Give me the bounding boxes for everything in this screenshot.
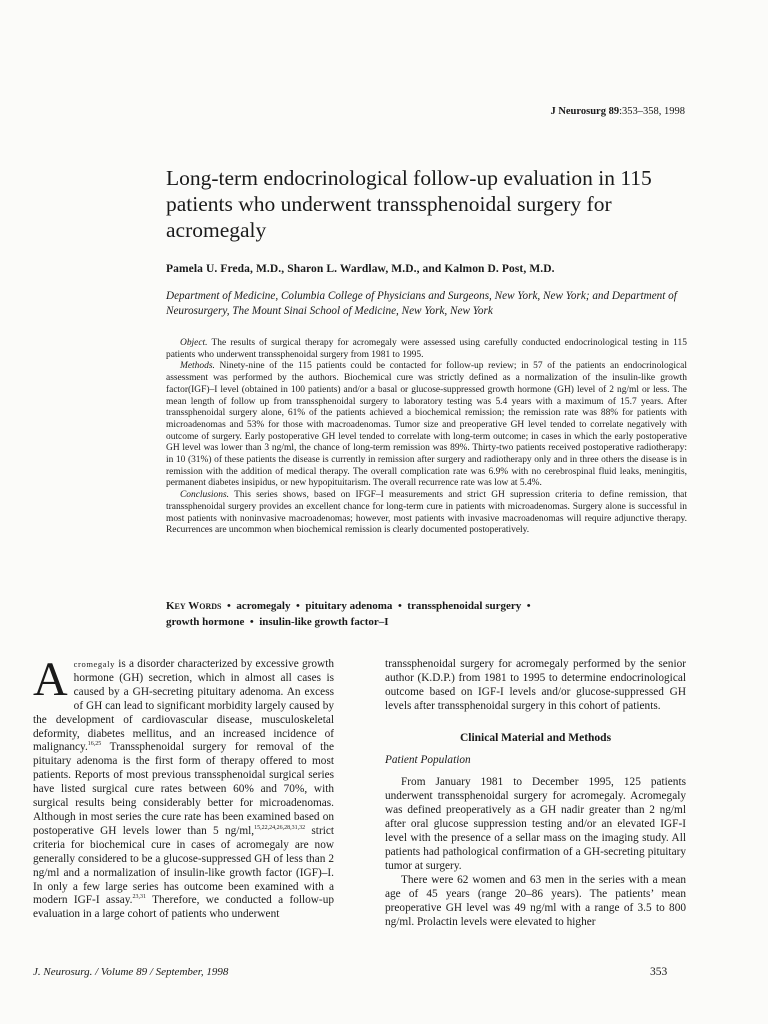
intro-text: strict criteria for biochemical cure in cases of acromegaly are now generally considered to be a glucose-suppressed GH of less than 2 ng/ml and a normalization of insulin-like growth factor (IGF)–I. In only a few large series has outcome been examined with a modern IGF-I assay. <box>33 824 334 907</box>
keyword: growth hormone <box>166 616 245 628</box>
abstract-methods-label: Methods. <box>180 361 215 372</box>
intro-text: Transsphenoidal surgery for removal of the pituitary adenoma is the first form of therapy offered to most patients. Reports of most previous transsphenoidal surgical series have listed surgical cure rates between 60% and 70%, with surgical results being considerably better for microadenomas. Although in most series the cure rate has been examined based on postoperative GH levels lower than 5 ng/ml, <box>33 741 334 837</box>
body-paragraph: From January 1981 to December 1995, 125 patients underwent transsphenoidal surgery for acromegaly. Acromegaly was defined preoperatively as a GH nadir greater than 2 ng/ml after oral glucose suppression testing and/or an elevated IGF-I level with the presence of a sellar mass on the imaging study. All patients had pathological confirmation of a GH-secreting pituitary tumor at surgery. <box>385 776 686 872</box>
abstract-conclusions-label: Conclusions. <box>180 490 230 501</box>
keywords: Key Words • acromegaly • pituitary adenoma • transsphenoidal surgery • growth hormone • insulin-like growth factor–I <box>166 600 531 628</box>
abstract <box>166 338 687 537</box>
abstract-methods-text: Ninety-nine of the 115 patients could be contacted for follow-up review; in 57 of the patients an endocrinological assessment was performed by the authors. Biochemical cure was strictly defined as a normalization of the insulin-like growth factor(IGF)–I level (obtained in 100 patients) and/or a basal or glucose-suppressed growth hormone (GH) level of 2 ng/ml or less. The mean length of follow up from transsphenoidal surgery to laboratory testing was 5.4 years with a maximum of 15.7 years. After transsphenoidal surgery alone, 61% of the patients achieved a biochemical remission; the remission rate was 88% for patients with microadenomas and 53% for those with macroadenomas. Tumor size and preoperative GH level tended to correlate negatively with outcome of surgery. Early postoperative GH level tended to correlate with long-term outcome; in cases in which the early postoperative GH level was lower than 3 ng/ml, the chance of long-term remission was 89%. Thirty-two patients received postoperative radiotherapy: in 10 (31%) of these patients the disease is currently in remission after surgery and radiotherapy only and in three others the disease is in remission with the addition of medical therapy. The overall complication rate was 6.9% with no cerebrospinal fluid leaks, meningitis, permanent diabetes insipidus, or new hypopituitarism. The overall recurrence rate was low at 5.4%. <box>166 361 687 489</box>
keyword: pituitary adenoma <box>305 600 393 612</box>
citation-ref: 23,31 <box>132 894 146 901</box>
keywords-label: Key Words <box>166 600 222 612</box>
keyword: transsphenoidal surgery <box>407 600 522 612</box>
article-title: Long-term endocrinological follow-up evaluation in 115 patients who underwent transsphenoidal surgery for acromegaly <box>166 166 652 242</box>
abstract-methods <box>166 361 687 490</box>
journal-volume: 89 <box>608 106 620 117</box>
intro-text: is a disorder characterized by excessive growth hormone (GH) secretion, which in almost all cases is caused by a GH-secreting pituitary adenoma. An excess of GH can lead to significant morbidity largely caused by the development of cardiovascular disease, musculoskeletal deformity, diabetes mellitus, and an increased incidence of malignancy. <box>33 658 334 754</box>
keyword: insulin-like growth factor–I <box>259 616 389 628</box>
abstract-conclusions-text: This series shows, based on IFGF–I measurements and strict GH supression criteria to define remission, that transsphenoidal surgery provides an excellent chance for long-term cure in patients with microadenomas. Surgery alone is successful in most patients with noninvasive macroadenomas; however, most patients with invasive macroadenomas will require adjunctive therapy. Recurrences are uncommon when biochemical remission is clearly documented postoperatively. <box>166 490 687 536</box>
lead-smallcaps: cromegaly <box>73 659 115 669</box>
subsection-heading: Patient Population <box>385 753 471 766</box>
keyword: acromegaly <box>236 600 291 612</box>
citation-ref: 16,25 <box>87 741 102 748</box>
body-column-left <box>33 653 334 922</box>
journal-reference <box>550 106 685 117</box>
body-column-right <box>385 658 686 929</box>
section-heading: Clinical Material and Methods <box>459 731 612 744</box>
intro-text: Therefore, we conducted a follow-up evaluation in a large cohort of patients who underwent <box>33 894 334 921</box>
intro-continuation: transsphenoidal surgery for acromegaly performed by the senior author (K.D.P.) from 1981 to 1995 to determine endocrinological outcome based on IGF-I levels and/or glucose-suppressed GH levels after transsphenoidal surgery in this cohort of patients. <box>385 658 686 712</box>
footer-citation: J. Neurosurg. / Volume 89 / September, 1998 <box>33 966 229 978</box>
abstract-object <box>166 338 687 361</box>
abstract-conclusions <box>166 490 687 537</box>
page-number: 353 <box>650 966 668 978</box>
citation-ref: 15,22,24,26,28,31,32 <box>254 825 306 832</box>
author-list: Pamela U. Freda, M.D., Sharon L. Wardlaw, M.D., and Kalmon D. Post, M.D. <box>166 263 555 275</box>
intro-paragraph <box>33 653 334 922</box>
abstract-object-label: Object. <box>180 338 208 348</box>
journal-pages-year: :353–358, 1998 <box>619 106 685 117</box>
abstract-object-text: The results of surgical therapy for acromegaly were assessed using carefully conducted endocrinological testing in 115 patients who underwent transsphenoidal surgery from 1981 to 1995. <box>166 338 687 360</box>
body-paragraph: There were 62 women and 63 men in the series with a mean age of 45 years (range 20–86 years). The patients’ mean preoperative GH level was 49 ng/ml with a range of 3.5 to 800 ng/ml. Prolactin levels were elevated to higher <box>385 873 686 928</box>
journal-name: J Neurosurg <box>550 106 606 117</box>
author-affiliation: Department of Medicine, Columbia College of Physicians and Surgeons, New York, New York; and Department of Neurosurgery, The Mount Sinai School of Medicine, New York, New York <box>166 290 677 317</box>
drop-cap: A <box>33 653 68 706</box>
